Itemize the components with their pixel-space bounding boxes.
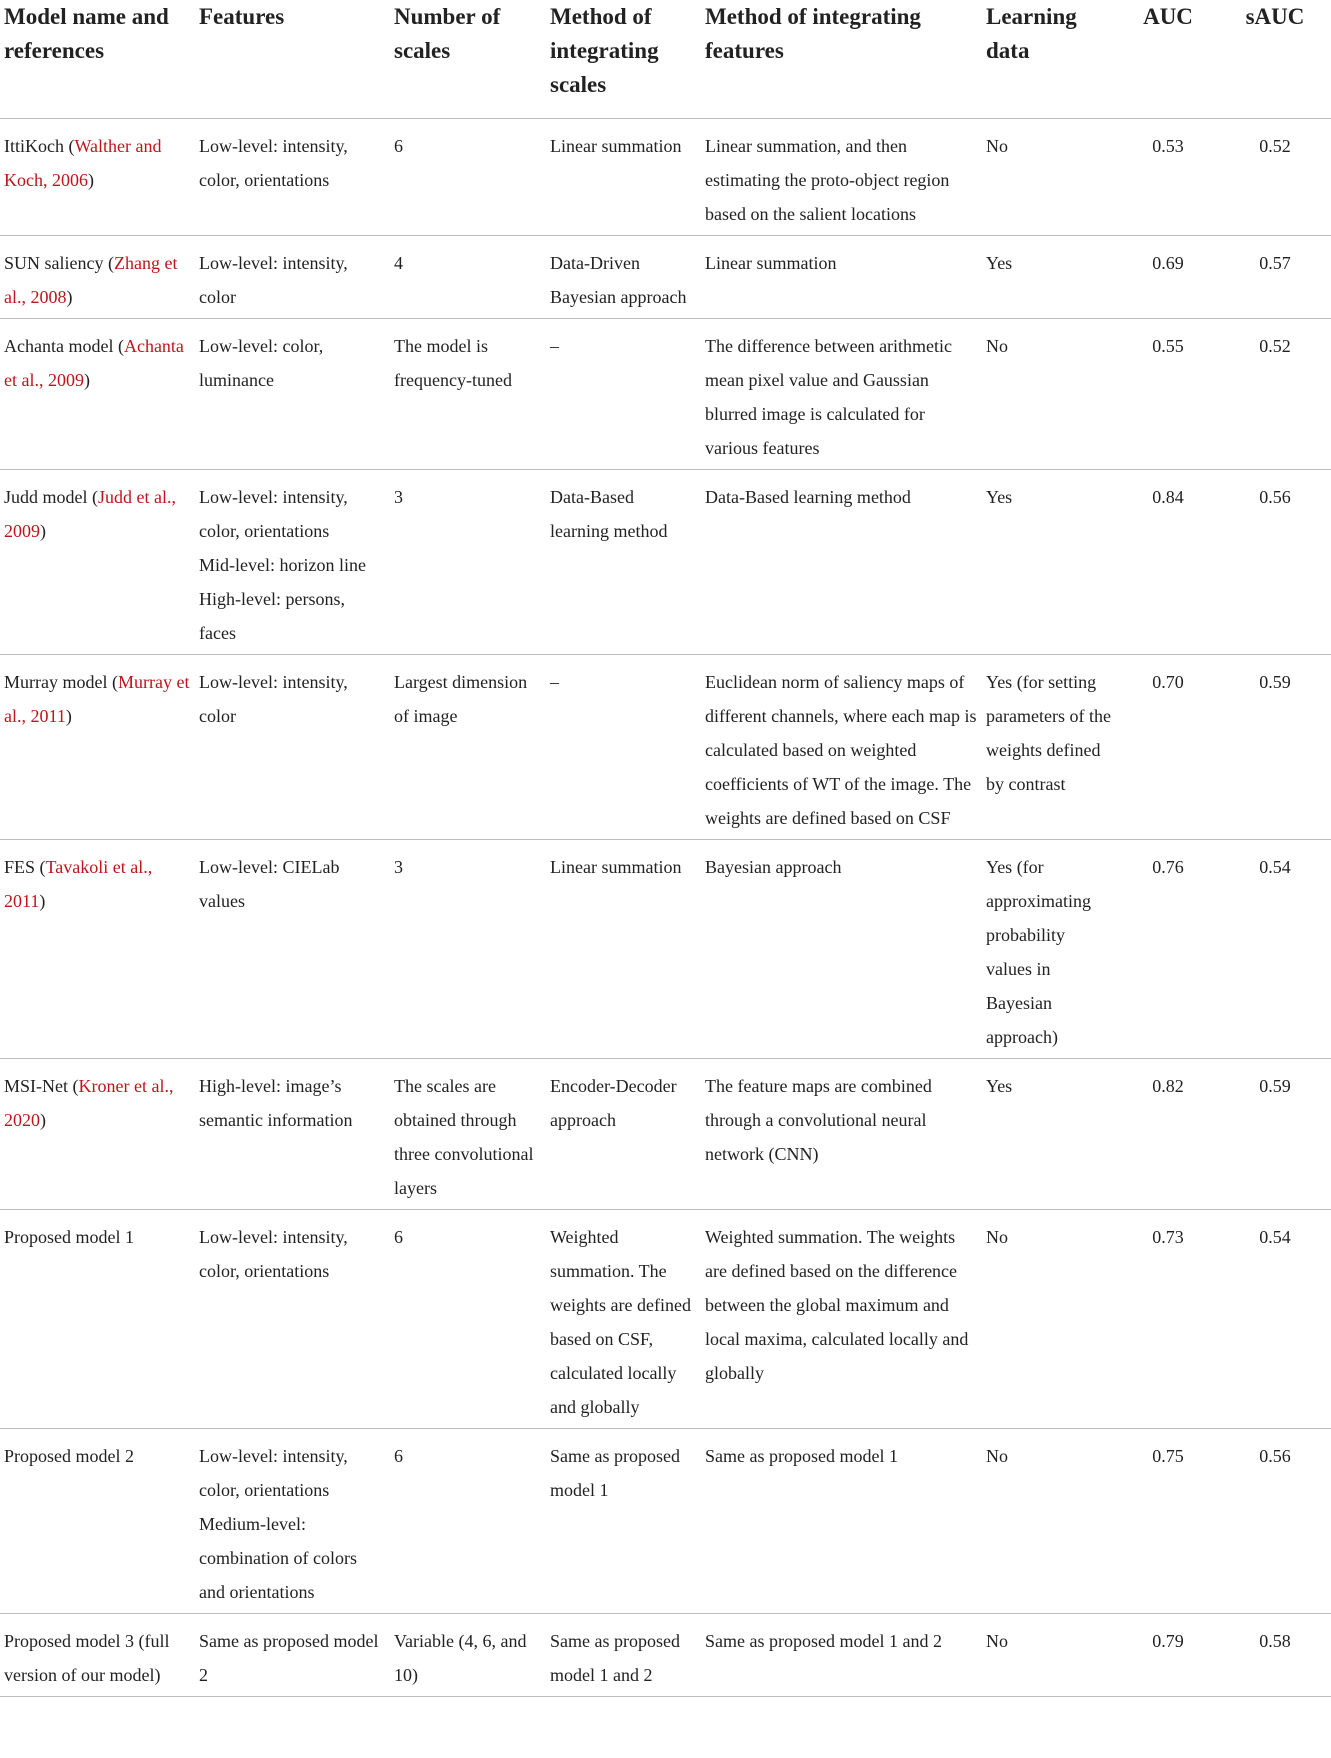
cell-scales: 6: [390, 119, 546, 236]
model-name: IttiKoch (: [4, 136, 75, 156]
cell-learning: No: [982, 1210, 1117, 1429]
feature-line: Low-level: intensity, color, orientations: [199, 487, 348, 541]
feature-line: Medium-level: combination of colors and orientations: [199, 1514, 357, 1602]
cell-scales: 4: [390, 236, 546, 319]
model-name-suffix: ): [40, 1110, 46, 1130]
cell-method-features: Euclidean norm of saliency maps of different channels, where each map is calculated based on weighted coefficients of WT of the image. The weights are defined based on CSF: [701, 655, 982, 840]
cell-learning: No: [982, 1429, 1117, 1614]
cell-method-features: Weighted summation. The weights are defined based on the difference between the global maximum and local maxima, calculated locally and globally: [701, 1210, 982, 1429]
model-name: SUN saliency (: [4, 253, 114, 273]
cell-learning: Yes: [982, 236, 1117, 319]
feature-line: Mid-level: horizon line: [199, 555, 366, 575]
header-row: [0, 0, 1331, 119]
cell-method-features: The feature maps are combined through a convolutional neural network (CNN): [701, 1059, 982, 1210]
reference-link[interactable]: Kroner et al., 2020: [4, 1076, 174, 1130]
table-row: [0, 1059, 1331, 1210]
reference-link[interactable]: Murray et al., 2011: [4, 672, 190, 726]
cell-scales: Variable (4, 6, and 10): [390, 1614, 546, 1697]
feature-line: Low-level: intensity, color: [199, 672, 348, 726]
cell-auc: 0.79: [1117, 1614, 1219, 1697]
cell-method-scales: Same as proposed model 1: [546, 1429, 701, 1614]
cell-method-features: Bayesian approach: [701, 840, 982, 1059]
feature-line: Low-level: color, luminance: [199, 336, 324, 390]
cell-method-features: Same as proposed model 1 and 2: [701, 1614, 982, 1697]
cell-sauc: 0.54: [1219, 1210, 1331, 1429]
cell-auc: 0.76: [1117, 840, 1219, 1059]
cell-model-name: [0, 840, 195, 1059]
cell-sauc: 0.52: [1219, 319, 1331, 470]
cell-model-name: [0, 1429, 195, 1614]
cell-method-features: The difference between arithmetic mean pixel value and Gaussian blurred image is calculated for various features: [701, 319, 982, 470]
cell-sauc: 0.56: [1219, 470, 1331, 655]
cell-model-name: [0, 470, 195, 655]
cell-learning: Yes: [982, 1059, 1117, 1210]
model-name: Proposed model 2: [4, 1446, 134, 1466]
table-row: [0, 840, 1331, 1059]
cell-model-name: [0, 655, 195, 840]
cell-features: [195, 119, 390, 236]
cell-scales: 3: [390, 470, 546, 655]
feature-line: Low-level: intensity, color: [199, 253, 348, 307]
table-row: [0, 236, 1331, 319]
cell-method-scales: –: [546, 655, 701, 840]
model-name-suffix: ): [88, 170, 94, 190]
cell-features: [195, 319, 390, 470]
table-header: [0, 0, 1331, 119]
cell-auc: 0.84: [1117, 470, 1219, 655]
cell-auc: 0.70: [1117, 655, 1219, 840]
reference-link[interactable]: Zhang et al., 2008: [4, 253, 178, 307]
table-body: [0, 119, 1331, 1697]
cell-sauc: 0.52: [1219, 119, 1331, 236]
cell-model-name: [0, 236, 195, 319]
cell-method-scales: Linear summation: [546, 119, 701, 236]
feature-line: Low-level: intensity, color, orientations: [199, 1227, 348, 1281]
cell-method-scales: Data-Driven Bayesian approach: [546, 236, 701, 319]
cell-learning: No: [982, 1614, 1117, 1697]
header-scales: Number of scales: [390, 0, 546, 119]
model-name-suffix: ): [83, 370, 90, 390]
feature-line: Same as proposed model 2: [199, 1631, 379, 1685]
cell-auc: 0.82: [1117, 1059, 1219, 1210]
model-name-suffix: ): [66, 287, 73, 307]
model-name: FES (: [4, 857, 46, 877]
cell-auc: 0.53: [1117, 119, 1219, 236]
cell-features: [195, 840, 390, 1059]
cell-auc: 0.69: [1117, 236, 1219, 319]
cell-auc: 0.73: [1117, 1210, 1219, 1429]
cell-learning: Yes (for setting parameters of the weights defined by contrast: [982, 655, 1117, 840]
cell-sauc: 0.58: [1219, 1614, 1331, 1697]
table-row: [0, 470, 1331, 655]
model-name: Murray model (: [4, 672, 118, 692]
model-name: Achanta model (: [4, 336, 124, 356]
cell-features: [195, 655, 390, 840]
model-name: MSI-Net (: [4, 1076, 79, 1096]
model-name: Proposed model 3 (full version of our model): [4, 1631, 170, 1685]
cell-scales: The model is frequency-tuned: [390, 319, 546, 470]
cell-model-name: [0, 1210, 195, 1429]
table-row: [0, 119, 1331, 236]
cell-scales: 6: [390, 1210, 546, 1429]
cell-method-features: Data-Based learning method: [701, 470, 982, 655]
header-features: Features: [195, 0, 390, 119]
model-name-suffix: ): [40, 521, 46, 541]
reference-link[interactable]: Judd et al., 2009: [4, 487, 176, 541]
feature-line: Low-level: intensity, color, orientations: [199, 136, 348, 190]
cell-learning: No: [982, 319, 1117, 470]
model-name-suffix: ): [39, 891, 46, 911]
cell-features: [195, 470, 390, 655]
cell-scales: Largest dimension of image: [390, 655, 546, 840]
table-row: [0, 1210, 1331, 1429]
cell-method-features: Linear summation, and then estimating the proto-object region based on the salient locations: [701, 119, 982, 236]
cell-method-scales: –: [546, 319, 701, 470]
table-row: [0, 1614, 1331, 1697]
cell-features: [195, 1059, 390, 1210]
cell-method-scales: Same as proposed model 1 and 2: [546, 1614, 701, 1697]
header-learning: Learning data: [982, 0, 1117, 119]
cell-scales: The scales are obtained through three convolutional layers: [390, 1059, 546, 1210]
cell-method-scales: Data-Based learning method: [546, 470, 701, 655]
cell-scales: 6: [390, 1429, 546, 1614]
table-row: [0, 1429, 1331, 1614]
cell-sauc: 0.56: [1219, 1429, 1331, 1614]
reference-link[interactable]: Walther and Koch, 2006: [4, 136, 162, 190]
model-name: Proposed model 1: [4, 1227, 134, 1247]
cell-method-scales: Linear summation: [546, 840, 701, 1059]
cell-features: [195, 1429, 390, 1614]
cell-learning: Yes: [982, 470, 1117, 655]
cell-method-features: Same as proposed model 1: [701, 1429, 982, 1614]
model-name-suffix: ): [65, 706, 72, 726]
feature-line: Low-level: intensity, color, orientations: [199, 1446, 348, 1500]
reference-link[interactable]: Tavakoli et al., 2011: [4, 857, 153, 911]
feature-line: Low-level: CIELab values: [199, 857, 340, 911]
cell-model-name: [0, 319, 195, 470]
cell-method-scales: Weighted summation. The weights are defined based on CSF, calculated locally and globally: [546, 1210, 701, 1429]
header-method-features: Method of integrating features: [701, 0, 982, 119]
cell-model-name: [0, 119, 195, 236]
cell-auc: 0.75: [1117, 1429, 1219, 1614]
table-row: [0, 319, 1331, 470]
cell-sauc: 0.59: [1219, 1059, 1331, 1210]
header-sauc: sAUC: [1219, 0, 1331, 119]
cell-learning: Yes (for approximating probability values in Bayesian approach): [982, 840, 1117, 1059]
cell-sauc: 0.59: [1219, 655, 1331, 840]
header-auc: AUC: [1117, 0, 1219, 119]
cell-learning: No: [982, 119, 1117, 236]
cell-sauc: 0.57: [1219, 236, 1331, 319]
cell-model-name: [0, 1614, 195, 1697]
feature-line: High-level: persons, faces: [199, 589, 345, 643]
table-row: [0, 655, 1331, 840]
model-name: Judd model (: [4, 487, 98, 507]
feature-line: High-level: image’s semantic information: [199, 1076, 353, 1130]
reference-link[interactable]: Achanta et al., 2009: [4, 336, 184, 390]
cell-method-features: Linear summation: [701, 236, 982, 319]
cell-sauc: 0.54: [1219, 840, 1331, 1059]
cell-features: [195, 236, 390, 319]
header-method-scales: Method of integrating scales: [546, 0, 701, 119]
header-model: Model name and references: [0, 0, 195, 119]
cell-scales: 3: [390, 840, 546, 1059]
cell-auc: 0.55: [1117, 319, 1219, 470]
cell-features: [195, 1614, 390, 1697]
cell-features: [195, 1210, 390, 1429]
cell-method-scales: Encoder-Decoder approach: [546, 1059, 701, 1210]
cell-model-name: [0, 1059, 195, 1210]
